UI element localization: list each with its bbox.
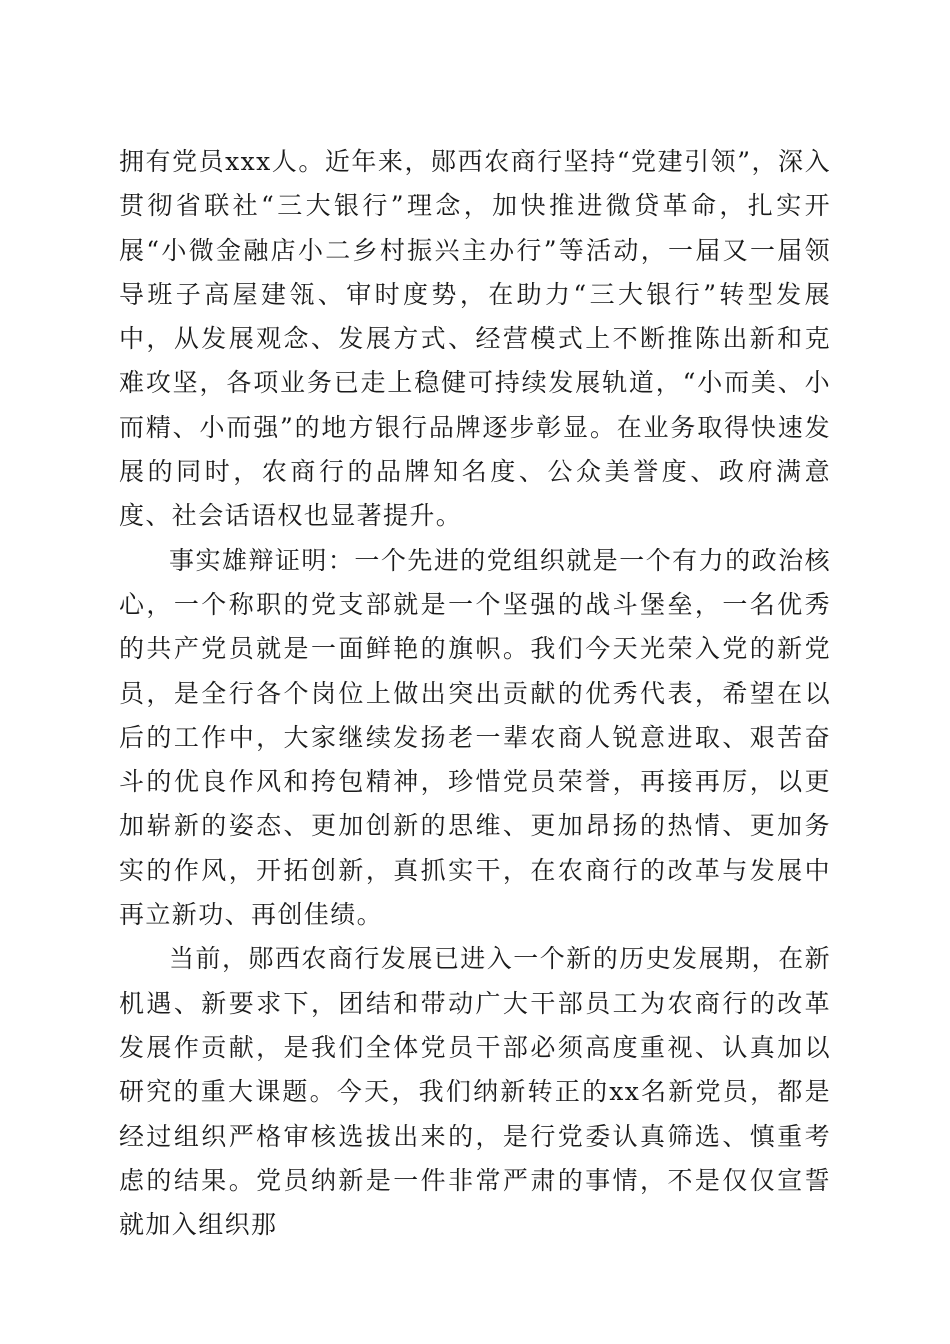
body-text [119, 140, 831, 1247]
paragraph-party-members: 拥有党员xxx人。近年来，郧西农商行坚持“党建引领”，深入贯彻省联社“三大银行”理念，加快推进微贷革命，扎实开展“小微金融店小二乡村振兴主办行”等活动，一届又一届领导班子高屋建瓴、审时度势，在助力“三大银行”转型发展中，从发展观念、发展方式、经营模式上不断推陈出新和克难攻坚，各项业务已走上稳健可持续发展轨道，“小而美、小而精、小而强”的地方银行品牌逐步彰显。在业务取得快速发展的同时，农商行的品牌知名度、公众美誉度、政府满意度、社会话语权也显著提升。 [119, 147, 831, 531]
paragraph-facts-prove: 事实雄辩证明：一个先进的党组织就是一个有力的政治核心，一个称职的党支部就是一个坚强的战斗堡垒，一名优秀的共产党员就是一面鲜艳的旗帜。我们今天光荣入党的新党员，是全行各个岗位上做出突出贡献的优秀代表，希望在以后的工作中，大家继续发扬老一辈农商人锐意进取、艰苦奋斗的优良作风和挎包精神，珍惜党员荣誉，再接再厉，以更加崭新的姿态、更加创新的思维、更加昂扬的热情、更加务实的作风，开拓创新，真抓实干，在农商行的改革与发展中再立新功、再创佳绩。 [119, 545, 831, 930]
paragraph-current-period: 当前，郧西农商行发展已进入一个新的历史发展期，在新机遇、新要求下，团结和带动广大干部员工为农商行的改革发展作贡献，是我们全体党员干部必须高度重视、认真加以研究的重大课题。今天，我们纳新转正的xx名新党员，都是经过组织严格审核选拔出来的，是行党委认真筛选、慎重考虑的结果。党员纳新是一件非常严肃的事情，不是仅仅宣誓就加入组织那 [119, 944, 831, 1240]
